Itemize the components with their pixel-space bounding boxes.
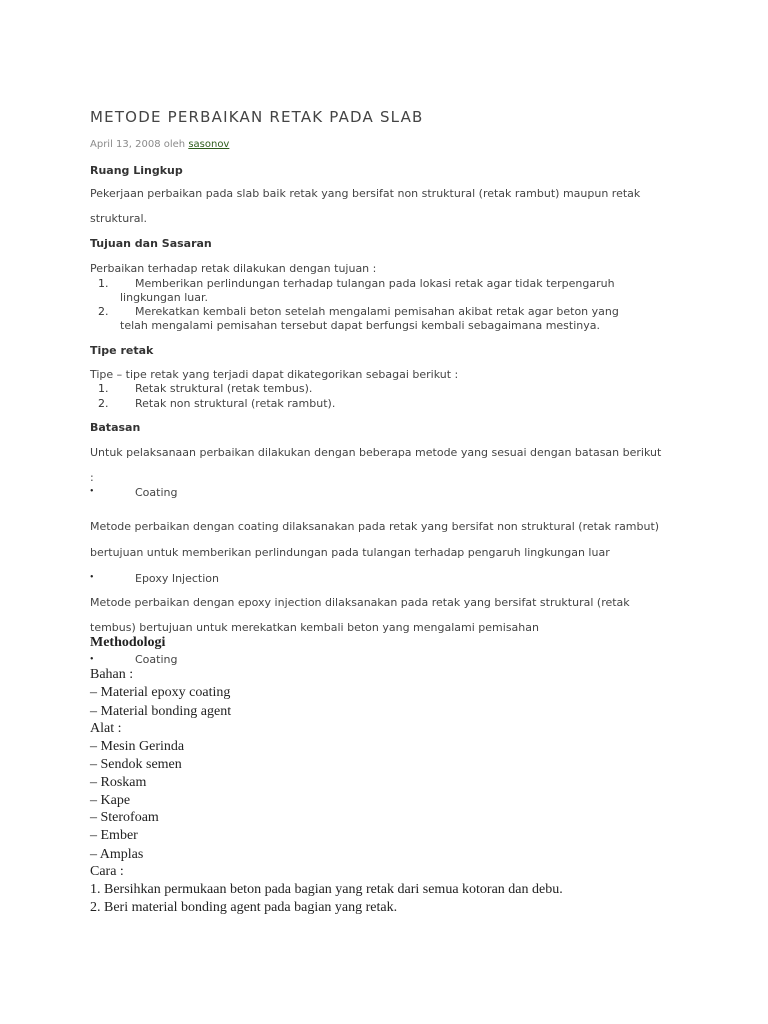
tujuan-item-2-line-1: Merekatkan kembali beton setelah mengalami pemisahan akibat retak agar beton yang	[135, 305, 619, 318]
cara-label: Cara :	[90, 864, 124, 879]
epoxy-text-2: tembus) bertujuan untuk merekatkan kembali beton yang mengalami pemisahan	[90, 621, 539, 634]
article-meta	[90, 139, 229, 150]
alat-item: – Roskam	[90, 775, 147, 790]
bullet-epoxy-label: Epoxy Injection	[135, 572, 219, 585]
alat-label: Alat :	[90, 721, 122, 736]
bahan-item: – Material epoxy coating	[90, 685, 231, 700]
bullet-epoxy-marker: •	[90, 572, 94, 583]
tujuan-intro: Perbaikan terhadap retak dilakukan dengan tujuan :	[90, 262, 377, 275]
methodologi-coating-label: Coating	[135, 653, 178, 666]
alat-item: – Ember	[90, 828, 138, 843]
tujuan-item-1-line-1: Memberikan perlindungan terhadap tulangan pada lokasi retak agar tidak terpengaruh	[135, 277, 615, 290]
heading-ruang-lingkup: Ruang Lingkup	[90, 164, 183, 177]
tipe-item-2-number: 2.	[98, 397, 109, 410]
alat-item: – Sterofoam	[90, 810, 159, 825]
coating-text-1: Metode perbaikan dengan coating dilaksanakan pada retak yang bersifat non struktural (retak rambut)	[90, 520, 660, 533]
tipe-item-2-text: Retak non struktural (retak rambut).	[135, 397, 336, 410]
alat-item: – Kape	[90, 793, 131, 808]
tujuan-item-2-number: 2.	[98, 305, 109, 318]
tipe-intro: Tipe – tipe retak yang terjadi dapat dikategorikan sebagai berikut :	[90, 368, 459, 381]
tujuan-item-1-line-2: lingkungan luar.	[120, 291, 209, 304]
cara-step: 2. Beri material bonding agent pada bagian yang retak.	[90, 900, 398, 915]
bullet-coating-marker: •	[90, 486, 94, 497]
tujuan-item-2-line-2: telah mengalami pemisahan tersebut dapat berfungsi kembali sebagaimana mestinya.	[120, 319, 600, 332]
heading-methodologi: Methodologi	[90, 635, 166, 650]
heading-tipe-retak: Tipe retak	[90, 344, 154, 357]
epoxy-text-1: Metode perbaikan dengan epoxy injection dilaksanakan pada retak yang bersifat struktural (retak	[90, 596, 630, 609]
bahan-item: – Material bonding agent	[90, 704, 232, 719]
heading-tujuan: Tujuan dan Sasaran	[90, 237, 212, 250]
tipe-item-1-number: 1.	[98, 382, 109, 395]
ruang-lingkup-text-2: struktural.	[90, 212, 148, 225]
bahan-label: Bahan :	[90, 667, 134, 682]
batasan-text-2: :	[90, 471, 94, 484]
cara-step: 1. Bersihkan permukaan beton pada bagian yang retak dari semua kotoran dan debu.	[90, 882, 563, 897]
article-title: METODE PERBAIKAN RETAK PADA SLAB	[90, 108, 424, 126]
tujuan-item-1-number: 1.	[98, 277, 109, 290]
alat-item: – Mesin Gerinda	[90, 739, 185, 754]
article-date: April 13, 2008 oleh	[90, 139, 189, 150]
bullet-coating-label: Coating	[135, 486, 178, 499]
batasan-text-1: Untuk pelaksanaan perbaikan dilakukan dengan beberapa metode yang sesuai dengan batasan berikut	[90, 446, 662, 459]
author-link[interactable]: sasonov	[188, 139, 230, 150]
coating-text-2: bertujuan untuk memberikan perlindungan pada tulangan terhadap pengaruh lingkungan luar	[90, 546, 610, 559]
bullet-methodologi-marker: •	[90, 654, 94, 665]
tipe-item-1-text: Retak struktural (retak tembus).	[135, 382, 313, 395]
alat-item: – Amplas	[90, 847, 144, 862]
heading-batasan: Batasan	[90, 421, 141, 434]
ruang-lingkup-text-1: Pekerjaan perbaikan pada slab baik retak yang bersifat non struktural (retak rambut) maupun retak	[90, 187, 641, 200]
alat-item: – Sendok semen	[90, 757, 182, 772]
